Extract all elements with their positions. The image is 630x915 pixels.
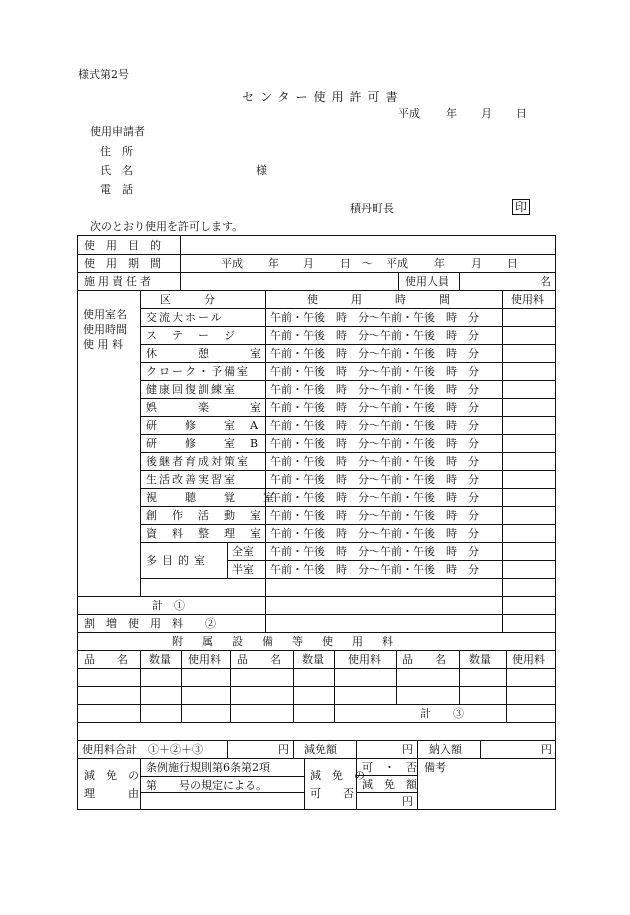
room-name: ス テ ー ジ	[146, 329, 237, 342]
date-era: 平成	[398, 107, 420, 120]
intro-text: 次のとおり使用を許可します。	[90, 220, 244, 233]
exempt-amount-label: 減免額	[304, 743, 337, 756]
period-year-start: 年	[268, 257, 279, 270]
room-time-slot: 午前・午後 時 分～午前・午後 時 分	[270, 311, 479, 324]
period-day-end: 日	[507, 257, 518, 270]
room-name: 健康回復訓練室	[146, 383, 237, 396]
room-name: 交流大ホール	[146, 311, 224, 324]
room-time-slot: 午前・午後 時 分～午前・午後 時 分	[270, 383, 479, 396]
side-label-room-name: 使用室名	[83, 308, 127, 321]
exempt-amount-cell-label: 減 免 額	[362, 778, 417, 791]
payment-yen: 円	[541, 743, 552, 756]
room-name: 後継者育成対策室	[146, 455, 250, 468]
remarks-label: 備考	[424, 761, 446, 774]
period-era-start: 平成	[221, 257, 243, 270]
col-division-header: 区 分	[160, 293, 215, 306]
time-row-multi-half: 午前・午後 時 分～午前・午後 時 分	[270, 563, 479, 576]
date-month-label: 月	[481, 107, 492, 120]
equipment-col-item-3: 品 名	[402, 653, 446, 666]
room-time-slot: 午前・午後 時 分～午前・午後 時 分	[270, 455, 479, 468]
period-month-start: 月	[303, 257, 314, 270]
equipment-col-item-2: 品 名	[237, 653, 281, 666]
room-time-slot: 午前・午後 時 分～午前・午後 時 分	[270, 509, 479, 522]
equipment-col-qty-2: 数量	[302, 653, 324, 666]
exempt-amount-yen: 円	[402, 743, 413, 756]
equipment-col-fee-2: 使用料	[348, 653, 381, 666]
side-label-usage-time: 使用時間	[83, 323, 127, 336]
exempt-amount-cell-yen: 円	[402, 795, 413, 808]
equipment-col-qty-1: 数量	[149, 653, 171, 666]
period-label: 使 用 期 間	[84, 257, 161, 270]
total-fee-yen: 円	[278, 743, 289, 756]
purpose-label: 使 用 目 的	[84, 239, 161, 252]
exemption-clause-text: 第 号の規定による。	[146, 779, 267, 792]
room-time-slot: 午前・午後 時 分～午前・午後 時 分	[270, 491, 479, 504]
form-number: 様式第2号	[78, 68, 129, 81]
room-time-slot: 午前・午後 時 分～午前・午後 時 分	[270, 437, 479, 450]
approve-reject-options: 可 ・ 否	[362, 761, 417, 774]
equipment-col-fee-1: 使用料	[188, 653, 221, 666]
room-time-slot: 午前・午後 時 分～午前・午後 時 分	[270, 473, 479, 486]
users-unit: 名	[540, 275, 551, 288]
room-name: 生活改善実習室	[146, 473, 237, 486]
period-tilde: ～	[362, 257, 373, 270]
users-label: 使用人員	[405, 275, 449, 288]
room-time-slot: 午前・午後 時 分～午前・午後 時 分	[270, 365, 479, 378]
exemption-rule-text: 条例施行規則第6条第2項	[146, 761, 270, 774]
time-row-multi-full: 午前・午後 時 分～午前・午後 時 分	[270, 545, 479, 558]
date-year-label: 年	[446, 107, 457, 120]
equipment-col-fee-3: 使用料	[512, 653, 545, 666]
responsible-label: 施用責任者	[84, 275, 154, 288]
surcharge-label: 割 増 使 用 料 ②	[84, 617, 216, 630]
period-day-start: 日	[340, 257, 351, 270]
room-name: 研 修 室 B	[146, 437, 261, 450]
exemption-approval-label-1: 減 免 の	[310, 769, 365, 782]
room-time-slot: 午前・午後 時 分～午前・午後 時 分	[270, 419, 479, 432]
address-label: 住 所	[100, 145, 133, 158]
room-name: クローク・予備室	[146, 365, 250, 378]
subtotal-label: 計 ①	[152, 599, 185, 612]
total-fee-label: 使用料合計 ①＋②＋③	[82, 743, 203, 756]
seal-mark: 印	[512, 199, 530, 215]
equipment-total-label: 計 ③	[420, 707, 464, 720]
phone-label: 電 話	[100, 183, 133, 196]
room-name: 資 料 整 理 室	[146, 527, 263, 540]
payment-label: 納入額	[429, 743, 462, 756]
room-time-slot: 午前・午後 時 分～午前・午後 時 分	[270, 329, 479, 342]
applicant-heading: 使用申請者	[90, 125, 145, 138]
period-era-end: 平成	[386, 257, 408, 270]
side-label-usage-fee: 使 用 料	[83, 338, 123, 351]
room-name: 視 聴 覚 室	[146, 491, 276, 504]
period-year-end: 年	[434, 257, 445, 270]
room-name: 休 憩 室	[146, 347, 263, 360]
page-title: センター使用許可書	[242, 90, 404, 104]
multi-room-label: 多目的室	[146, 554, 210, 567]
honorific-label: 様	[256, 164, 267, 177]
room-name: 娯 楽 室	[146, 401, 263, 414]
multi-room-half: 半室	[232, 563, 254, 576]
room-name: 研 修 室 A	[146, 419, 260, 432]
equipment-heading: 附 属 設 備 等 使 用 料	[172, 635, 397, 648]
room-time-slot: 午前・午後 時 分～午前・午後 時 分	[270, 527, 479, 540]
col-fee-header: 使用料	[511, 293, 544, 306]
name-label: 氏 名	[100, 164, 133, 177]
room-time-slot: 午前・午後 時 分～午前・午後 時 分	[270, 401, 479, 414]
exemption-approval-label-2: 可 否	[310, 787, 354, 800]
equipment-col-qty-3: 数量	[469, 653, 491, 666]
room-time-slot: 午前・午後 時 分～午前・午後 時 分	[270, 347, 479, 360]
equipment-col-item-1: 品 名	[84, 653, 128, 666]
room-name: 創 作 活 動 室	[146, 509, 263, 522]
issuer-name: 積丹町長	[350, 202, 394, 215]
col-time-header: 使 用 時 間	[307, 293, 450, 306]
multi-room-full: 全室	[232, 545, 254, 558]
period-month-end: 月	[471, 257, 482, 270]
exemption-reason-label-1: 減 免 の	[84, 769, 139, 782]
date-day-label: 日	[516, 107, 527, 120]
exemption-reason-label-2: 理 由	[84, 787, 139, 800]
